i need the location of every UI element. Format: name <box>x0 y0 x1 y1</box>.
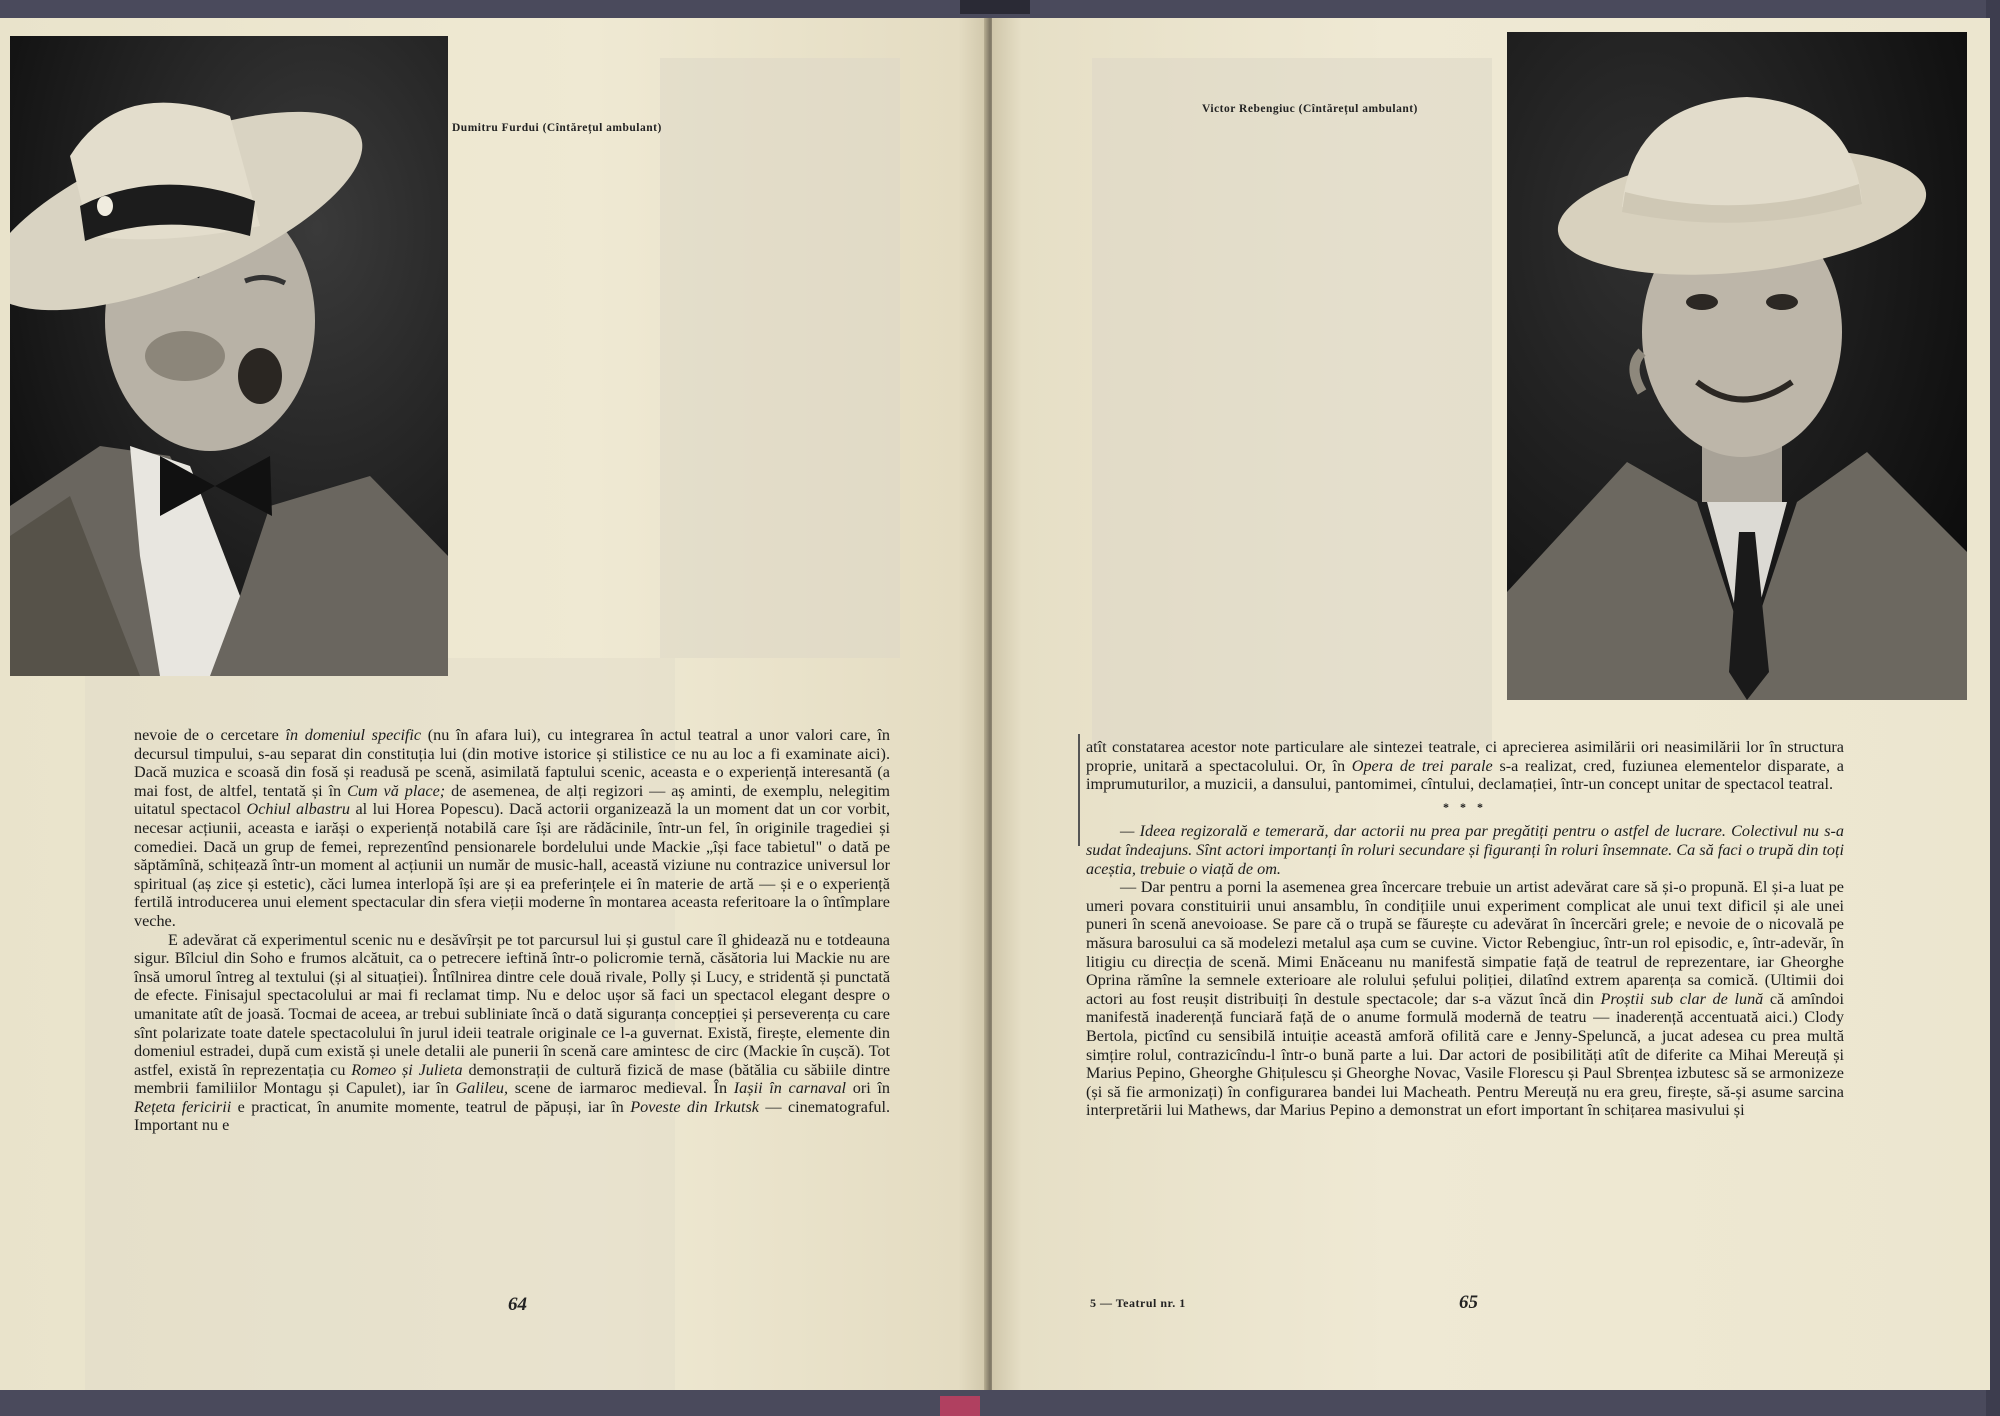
actor-photo-right <box>1507 32 1967 700</box>
bleed-through-shadow-right <box>1092 58 1492 748</box>
right-paragraph: — Dar pentru a porni la asemenea grea încercare trebuie un artist adevărat care să și-o propună. El și-a luat pe umeri povara constituirii unui ansamblu, în condițiile unui experiment complicat ale unui text dificil și ale unei puneri în scenă anevoioase. Se pare că o trupă se făurește cu adevărat în încercări grele; e nevoie de o nicovală pe măsura barosului ca să modelezi metalul așa cum se cuvine. Victor Rebengiuc, într-un rol episodic, e, într-adevăr, în litigiu cu direcția de scenă. Mimi Enăceanu nu manifestă simpatie față de teatrul de reprezentare, iar Gheorghe Oprina rămîne la semnele exterioare ale rolului șefului poliției, dilatînd extrem aparența sa comică. (Ultimii doi actori au fost reușit distribuiți în destule spectacole; dar s-a văzut încă din Proștii sub clar de lună că amîndoi manifestă inaderență funciară față de o anume formulă modernă de teatru — inaderență accentuată aici.) Clody Bertola, pictînd cu sensibilă intuiție această amforă ofilită care e Jenny-Speluncă, a jucat adesea cu prea multă simțire rolul, contrazicîndu-l într-o bună parte a lui. Dar actori de posibilități atît de diferite ca Mihai Mereuță și Marius Pepino, Gheorghe Ghițulescu și Gheorghe Novac, Vasile Florescu și Paul Sbrențea izbutesc să se armonizeze (și să fie armonizați) în configurarea bandei lui Macheath. Pentru Mereuță nu era greu, firește, să-și asume sarcina interpretării lui Mathews, dar Marius Pepino a demonstrat un efort important în schițarea masivului și <box>1086 878 1845 1120</box>
photo-left-image <box>10 36 448 676</box>
bleed-through-shadow <box>660 58 900 658</box>
section-divider: * * * <box>1443 799 1487 814</box>
actor-photo-left <box>10 36 448 676</box>
page-number-left: 64 <box>508 1294 527 1315</box>
photo-caption-right: Victor Rebengiuc (Cîntărețul ambulant) <box>1202 103 1418 115</box>
right-page <box>992 18 1990 1390</box>
photo-right-image <box>1507 32 1967 700</box>
bookmark-ribbon <box>940 1396 980 1416</box>
page-number-right: 65 <box>1459 1292 1478 1313</box>
spine-top <box>960 0 1030 14</box>
left-article-column <box>134 726 890 1135</box>
signature-note: 5 — Teatrul nr. 1 <box>1090 1296 1186 1310</box>
photo-caption-left: Dumitru Furdui (Cîntărețul ambulant) <box>452 122 662 134</box>
left-page <box>0 18 988 1390</box>
right-paragraph: atît constatarea acestor note particulare ale sintezei teatrale, ci aprecierea asimilării ori neasimilării lor în structura proprie, unitară a spectacolului. Or, în Opera de trei parale s-a realizat, cred, fuziunea elementelor disparate, a imprumuturilor, a muzicii, a dansului, pantomimei, cîntului, declamației, într-un concept unitar de spectacol teatral. <box>1086 738 1844 794</box>
left-paragraph: nevoie de o cercetare în domeniul specific (nu în afara lui), cu integrarea în actul teatral a unor valori care, în decursul timpului, s-au separat din constituția lui (din motive istorice și stilistice ce nu au loc a fi examinate aici). Dacă muzica e scoasă din fosă și readusă pe scenă, asimilată faptului scenic, aceasta e o experiență interesantă (a mai fost, de altfel, tentată și în Cum vă place; de asemenea, de alți regizori — aș aminti, de exemplu, nelegitim uitatul spectacol Ochiul albastru al lui Horea Popescu). Dacă actorii organizează la un moment dat un cor vorbit, necesar acțiunii, aceasta e iarăși o experiență notabilă care își are rădăcinile, într-un fel, în originile tragediei și comediei. Dacă un grup de femei, reprezentînd pensionarele bordelului unde Mackie „își face tabietul" o dată pe săptămînă, schițează într-un moment al acțiunii un număr de music-hall, această viziune nu contrazice universul lor spiritual (aș zice și estetic), căci lumea interlopă își are și ea preferințele ei în materie de artă — și e o experiență fertilă introducerea unui element spectacular din sfera vieții moderne în montarea aceasta referitoare la o întîmplare veche. <box>134 726 890 930</box>
left-paragraph: E adevărat că experimentul scenic nu e desăvîrșit pe tot parcursul lui și gustul care îl ghidează nu e totdeauna sigur. Bîlciul din Soho e frumos alcătuit, ca o petrecere ieftină într-o policromie ternă, căsătoria lui Mackie nu are însă umorul întreg al textului (și al situației). Întîlnirea dintre cele două rivale, Polly și Lucy, e stridentă și punctată de efecte. Finisajul spectacolului ar mai fi reclamat timp. Nu e deloc ușor să faci un spectacol elegant despre o umanitate atît de joasă. Tocmai de aceea, ar trebui subliniate încă o dată siguranța concepției și perseverența cu care sînt polarizate toate datele spectacolului în jurul ideii teatrale originale ce l-a guvernat. Există, firește, elemente din domeniul estradei, după cum există și unele detalii ale punerii în scenă care amintesc de circ (Mackie în cușcă). Tot astfel, există în reprezentația cu Romeo și Julieta demonstrații de cultură fizică de mase (bătălia cu săbiile dintre membrii familiilor Montagu și Capulet), iar în Galileu, scene de iarmaroc medieval. În Iașii în carnaval ori în Rețeta fericirii e practicat, în anumite momente, teatrul de păpuși, iar în Poveste din Irkutsk — cinematograful. Important nu e <box>134 930 891 1135</box>
interviewer-remark: — Ideea regizorală e temerară, dar actorii nu prea par pregătiți pentru o astfel de lucrare. Colectivul nu s-a sudat îndeajuns. Sînt actori importanți în roluri secundare și figuranți în roluri însemnate. Ca să faci o trupă din toți aceștia, trebuie o viață de om. <box>1086 822 1844 878</box>
margin-rule <box>1078 734 1080 846</box>
right-article-column <box>1086 738 1844 1120</box>
